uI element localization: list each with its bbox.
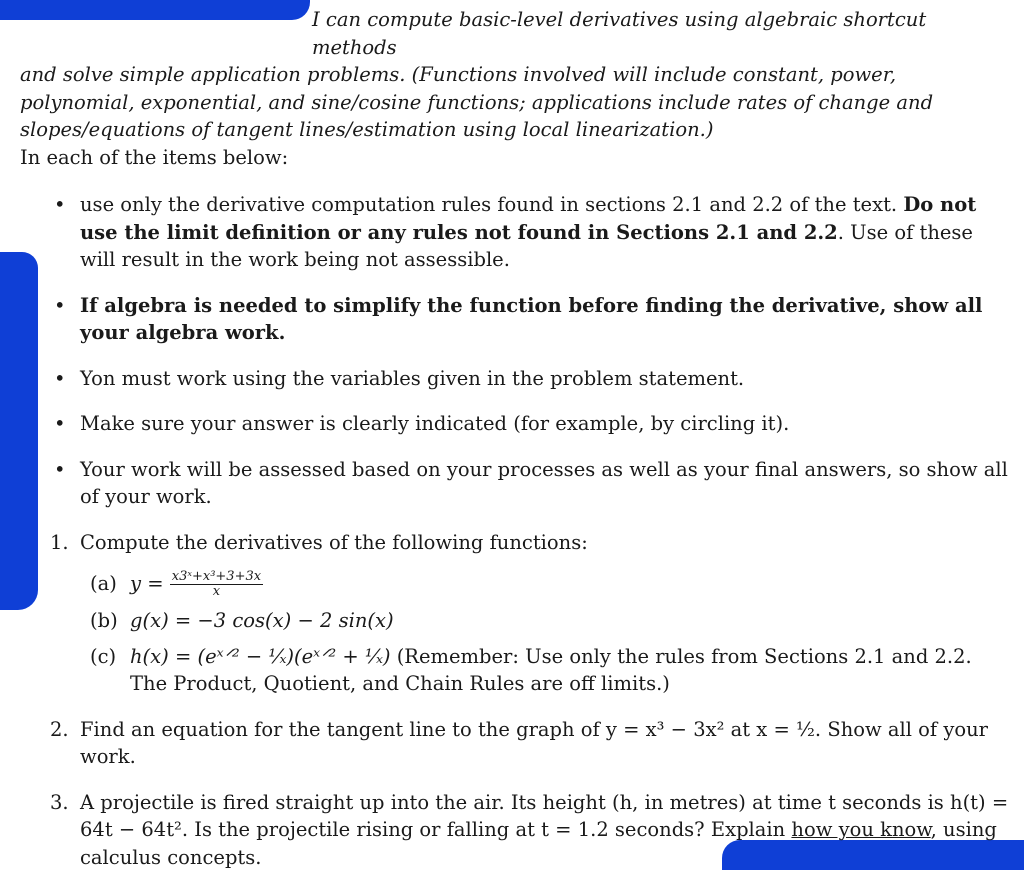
rule-item — [20, 410, 1010, 438]
bullet-icon: • — [54, 193, 66, 216]
bullet-icon: • — [54, 412, 66, 435]
part-label: (c) — [90, 644, 117, 668]
problem-1-text: Compute the derivatives of the following functions: — [80, 530, 588, 554]
part-a-fraction — [170, 570, 263, 599]
rule-1-tail: . Use of these will result in the work being not assessible. — [80, 220, 973, 271]
problem-3-text: A projectile is fired straight up into the air. Its height (h, in metres) at time t seconds is h(t) = 64t − 64t². Is the projectile rising or falling at t = 1.2 seconds? Explain — [80, 790, 1009, 841]
fraction-denominator: x — [212, 584, 221, 599]
part-label: (b) — [90, 609, 118, 632]
rule-item — [20, 456, 1010, 511]
fraction-numerator: x3ˣ+x³+3+3x — [171, 569, 262, 584]
part-c — [80, 643, 1010, 698]
objective-line-1: I can compute basic-level derivatives using algebraic shortcut methods — [312, 8, 927, 59]
problem-number: 2. — [50, 717, 69, 741]
problem-2-text: Find an equation for the tangent line to the graph of y = x³ − 3x² at x = ½. Show all of your work. — [80, 717, 988, 768]
part-a — [80, 570, 1010, 599]
problem-1-parts — [80, 570, 1010, 698]
rule-1-text: use only the derivative computation rules found in sections 2.1 and 2.2 of the text. — [80, 193, 898, 216]
part-a-lhs: y = — [130, 572, 164, 595]
part-b-expression: g(x) = −3 cos(x) − 2 sin(x) — [130, 609, 394, 632]
rule-3-text: Yon must work using the variables given in the problem statement. — [80, 366, 745, 390]
part-label: (a) — [90, 572, 117, 595]
document — [20, 6, 1010, 889]
problem-3-tail: , using calculus concepts. — [80, 818, 997, 869]
problem-3 — [20, 789, 1010, 872]
problems-list — [20, 529, 1010, 872]
rule-item — [20, 292, 1010, 347]
part-b — [80, 607, 1010, 635]
bullet-icon: • — [54, 366, 66, 390]
problem-1 — [20, 529, 1010, 698]
problem-3-underlined: how you know — [791, 818, 931, 841]
bullet-icon: • — [54, 457, 66, 481]
part-c-note: (Remember: Use only the rules from Sections 2.1 and 2.2. The Product, Quotient, and Chain Rules are off limits.) — [130, 644, 972, 695]
bullet-icon: • — [54, 293, 66, 317]
objective-rest: and solve simple application problems. (Functions involved will include constant, power, polynomial, exponential, and sine/cosine functions; applications include rates of change and slopes/equations of tangent lines/estimation using local linearization.) — [20, 63, 934, 141]
rule-2-bold: If algebra is needed to simplify the function before finding the derivative, show all your algebra work. — [80, 293, 983, 344]
rule-5-text: Your work will be assessed based on your processes as well as your final answers, so show all of your work. — [80, 457, 1008, 508]
part-c-expression: h(x) = (eˣᐟ² − ¹⁄ₓ)(eˣᐟ² + ¹⁄ₓ) — [130, 644, 391, 668]
rules-list — [20, 191, 1010, 511]
rule-1-bold: Do not use the limit definition or any rules not found in Sections 2.1 and 2.2 — [80, 193, 977, 244]
problem-number: 3. — [50, 790, 69, 814]
rule-item — [20, 365, 1010, 393]
rule-4-text: Make sure your answer is clearly indicated (for example, by circling it). — [80, 412, 790, 435]
problem-number: 1. — [50, 530, 69, 554]
problem-2 — [20, 716, 1010, 771]
rule-item — [20, 191, 1010, 274]
learning-objective — [20, 6, 1010, 144]
instructions-lead: In each of the items below: — [20, 145, 289, 169]
